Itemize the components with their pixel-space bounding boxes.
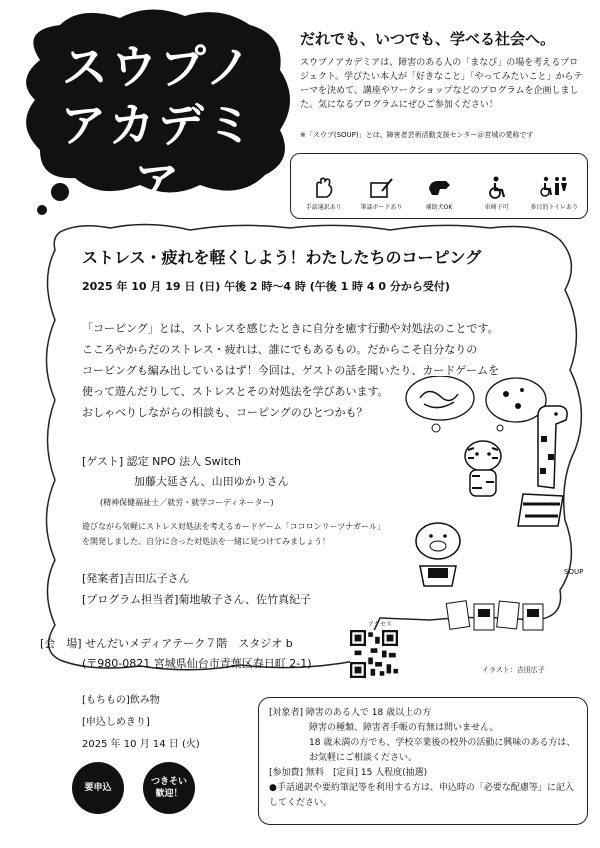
access-label: アクセス — [368, 621, 392, 628]
game-line: を開発しました。自分に合った対処法を一緒に見つけてみましょう！ — [82, 537, 330, 546]
service-dog-item — [412, 175, 466, 212]
target-detail: 18 歳未満の方でも、学校卒業後の校外の活動に興味のある方は、お気軽にご相談ください。 — [309, 738, 576, 763]
venue-label: [会 場] — [40, 637, 82, 650]
host-section — [82, 568, 382, 610]
capacity-value: 15 人程度(抽選) — [360, 768, 428, 778]
logo-line1: スウプノ — [61, 40, 255, 94]
writing-board-label: 筆談ボードあり — [360, 204, 403, 211]
venue-name: せんだいメディアテーク７階 スタジオ b — [85, 637, 293, 650]
bring-label: [もちもの] — [82, 695, 130, 706]
badge-text: つきそい — [150, 777, 187, 787]
writing-board-icon — [368, 175, 394, 201]
guest-names: 加藤大延さん、山田ゆかりさん — [134, 475, 289, 488]
description-line: 使って遊んだりして、ストレスとその対処法を学びあいます。 — [82, 385, 389, 398]
soup-note: ※「スウプ(SOUP)」とは、障害者芸術活動支援センター＠宮城の愛称です — [300, 131, 534, 139]
registration-required-badge — [72, 762, 124, 814]
illustration-credit: イラスト：吉田広子 — [482, 666, 545, 674]
organizer-value: 吉田広子さん — [123, 572, 190, 585]
multipurpose-toilet-item — [527, 175, 581, 212]
target-detail: 障害の種類、障害者手帳の有無は問いません。 — [309, 723, 499, 733]
target-label: [対象者] — [269, 708, 304, 718]
bring-section — [82, 690, 252, 756]
event-date: 2025 年 10 月 19 日 (日) 午後 2 時〜4 時 (午後 1 時 4 0 分から受付) — [82, 280, 450, 293]
organizer-label: [発案者] — [82, 572, 124, 585]
writing-board-item — [354, 175, 408, 212]
venue-section — [40, 634, 370, 674]
game-line: 遊びながら気軽にストレス対処法を考えるカードゲーム「ココロンリーツナガール」 — [82, 522, 385, 531]
multipurpose-toilet-label: 多目的トイレあり — [530, 204, 579, 211]
guest-org: 認定 NPO 法人 Switch — [126, 455, 242, 468]
pig-character — [416, 523, 460, 586]
companion-welcome-badge — [143, 762, 195, 814]
fee-value: 無料 — [305, 768, 324, 778]
wheelchair-label: 車椅子可 — [484, 204, 509, 211]
badge-text: 要申込 — [84, 783, 112, 793]
planner-label: [プログラム担当者] — [82, 593, 179, 606]
deadline-value: 2025 年 10 月 14 日 (火) — [82, 739, 200, 750]
support-note: ●手話通訳や要約筆記等を利用する方は、申込時の「必要な配慮等」に記入してください。 — [269, 783, 574, 808]
target-value: 障害のある人で 18 歳以上の方 — [305, 708, 432, 718]
service-dog-icon — [426, 175, 452, 201]
intro-text: スウプノアカデミアは、障害のある人の「まなび」の場を考えるプロジェクト。学びたい本人が「好きなこと」「やってみたいこと」からテーマを決めて、講座やワークショップなどのプログラムを企画しました。気になるプログラムにぜひご参加ください！ — [300, 58, 583, 110]
badge-text: 歓迎！ — [155, 789, 183, 799]
guest-credentials: (精神保健福祉士／就労・就学コーディネーター) — [100, 498, 274, 507]
accessibility-icons — [290, 153, 588, 219]
sign-language-label: 手話通訳あり — [305, 204, 342, 211]
logo — [38, 38, 278, 210]
logo-line2: アカデミア — [60, 98, 256, 210]
game-cards — [446, 601, 543, 630]
wheelchair-icon — [484, 175, 510, 201]
event-title: ストレス・疲れを軽くしよう！わたしたちのコーピング — [82, 248, 482, 267]
planner-value: 菊地敏子さん、佐竹真紀子 — [178, 593, 312, 606]
guest-label: [ゲスト] — [82, 455, 124, 468]
eligibility-box — [258, 697, 588, 825]
multipurpose-toilet-icon — [539, 175, 569, 201]
sign-language-icon — [311, 175, 337, 201]
deadline-label: [申込しめきり] — [82, 717, 150, 728]
venue-address: (〒980-0821 宮城県仙台市青葉区春日町 2-1) — [82, 657, 312, 670]
sign-language-item — [297, 175, 351, 212]
fee-label: [参加費] — [269, 768, 304, 778]
illustration — [388, 376, 593, 638]
description-line: こころやからだのストレス・疲れは、誰にでもあるもの。だからこそ自分なりの — [82, 343, 478, 356]
wheelchair-item — [470, 175, 524, 212]
guest-section — [82, 452, 382, 492]
tiger-character — [465, 441, 501, 496]
description-line: おしゃべりしながらの相談も、コーピングのひとつかも？ — [82, 406, 368, 419]
capacity-label: [定員] — [332, 768, 358, 778]
bring-value: 飲み物 — [129, 695, 160, 706]
description-line: 「コーピング」とは、ストレスを感じたときに自分を癒す行動や対処法のことです。 — [82, 322, 499, 335]
tagline: だれでも、いつでも、学べる社会へ。 — [300, 30, 556, 48]
service-dog-label: 補助犬OK — [425, 204, 453, 211]
giraffe-character — [518, 406, 583, 576]
description-line: コーピングも編み出しているはず！今回は、ゲストの話を聞いたり、カードゲームを — [82, 364, 500, 377]
illustration-signature: SOUP — [564, 568, 584, 576]
